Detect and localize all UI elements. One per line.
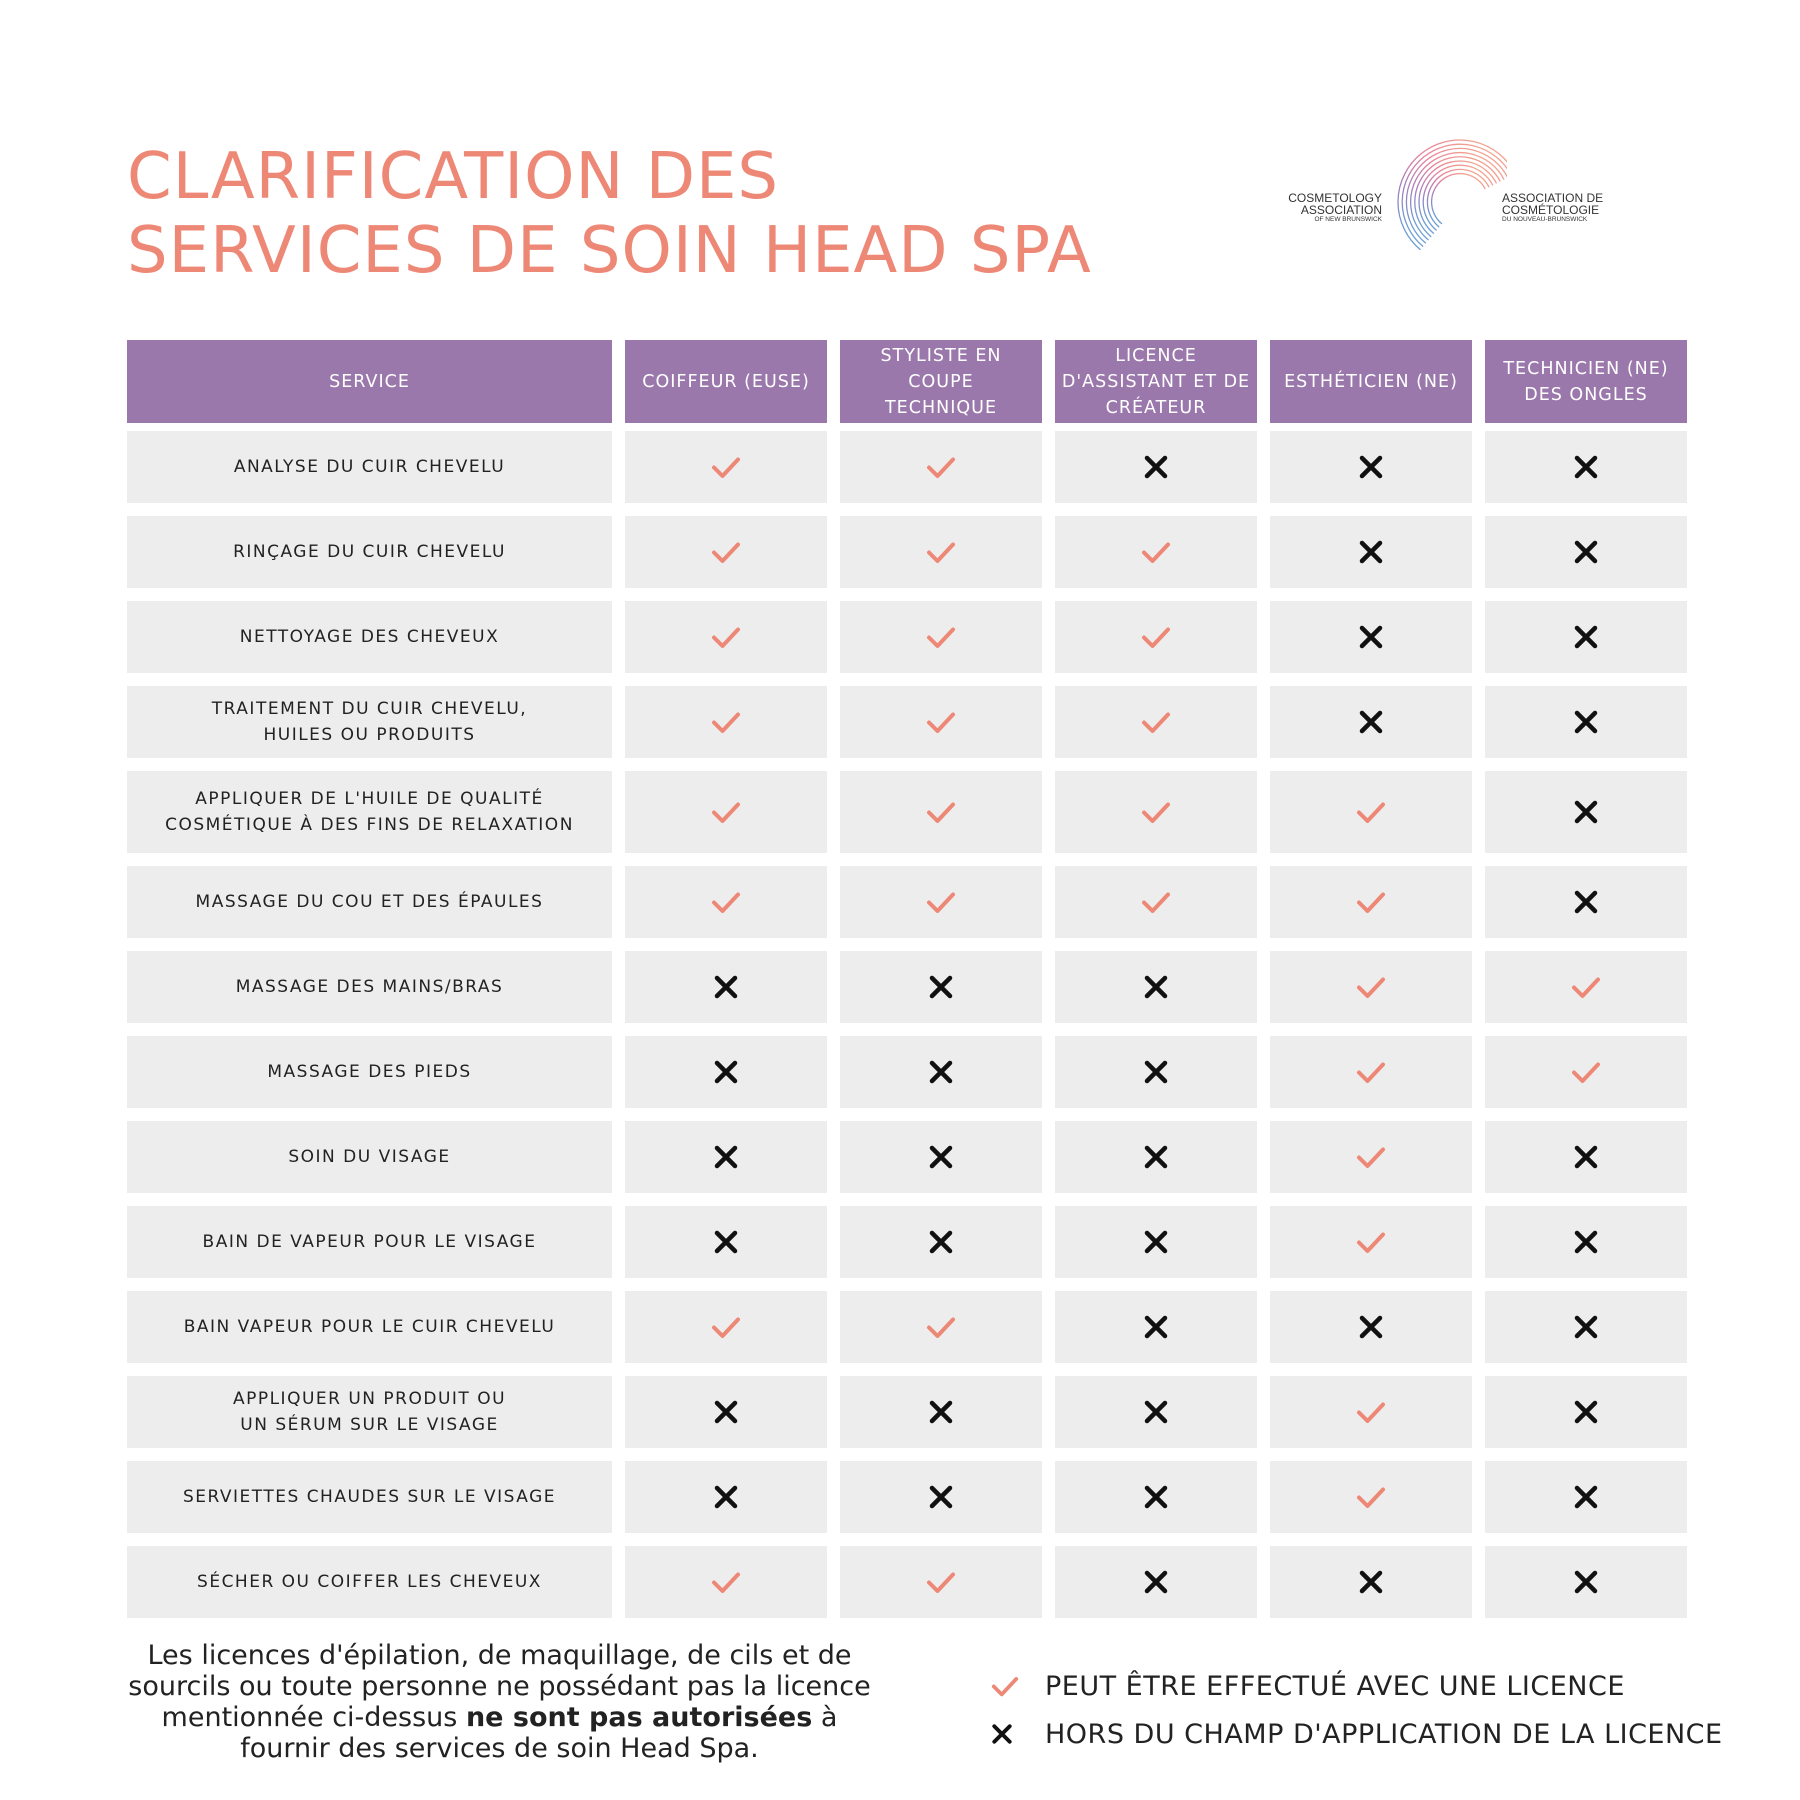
column-header-label: STYLISTE EN COUPE TECHNIQUE [880, 345, 1002, 418]
logo-arc [1419, 161, 1497, 234]
mark-cell-estheticien [1270, 1291, 1472, 1363]
logo-english-text [1270, 192, 1382, 224]
check-icon [1140, 621, 1172, 653]
service-label: ANALYSE DU CUIR CHEVELU [233, 457, 506, 477]
column-header-label: SERVICE [329, 371, 410, 392]
check-icon [710, 1311, 742, 1343]
check-icon [1355, 886, 1387, 918]
cross-icon [1142, 453, 1170, 481]
service-label: SÉCHER OU COIFFER LES CHEVEUX [197, 1572, 542, 1592]
cross-icon [990, 1722, 1045, 1746]
check-icon [710, 706, 742, 738]
mark-cell-technicien-ongles [1485, 866, 1687, 938]
mark-cell-technicien-ongles [1485, 601, 1687, 673]
mark-cell-styliste [840, 866, 1042, 938]
mark-cell-licence-assistant [1055, 1461, 1257, 1533]
note-text-bold: ne sont pas autorisées [465, 1702, 813, 1733]
service-label: NETTOYAGE DES CHEVEUX [239, 627, 500, 647]
mark-cell-technicien-ongles [1485, 1546, 1687, 1618]
check-icon [710, 796, 742, 828]
service-cell [127, 951, 612, 1023]
service-cell [127, 516, 612, 588]
cross-icon [1357, 453, 1385, 481]
mark-cell-coiffeur [625, 1036, 827, 1108]
note-text-before: Les licences d'épilation, de maquillage, de cils et de sourcils ou toute personne ne possédant pas la licence mentionnée ci-dessus [128, 1640, 871, 1733]
mark-cell-estheticien [1270, 1546, 1472, 1618]
mark-cell-coiffeur [625, 686, 827, 758]
cross-icon [1572, 1143, 1600, 1171]
check-icon [925, 621, 957, 653]
mark-cell-technicien-ongles [1485, 1206, 1687, 1278]
legend-cross-row [990, 1710, 1723, 1758]
mark-cell-estheticien [1270, 1036, 1472, 1108]
mark-cell-coiffeur [625, 1461, 827, 1533]
title-line-2: SERVICES DE SOIN HEAD SPA [127, 214, 1092, 288]
check-icon [710, 1566, 742, 1598]
service-cell [127, 771, 612, 853]
mark-cell-licence-assistant [1055, 866, 1257, 938]
mark-cell-technicien-ongles [1485, 1461, 1687, 1533]
mark-cell-coiffeur [625, 431, 827, 503]
service-cell [127, 1291, 612, 1363]
mark-cell-coiffeur [625, 1376, 827, 1448]
logo-french-text [1502, 192, 1612, 224]
mark-cell-licence-assistant [1055, 1376, 1257, 1448]
cross-icon [1572, 798, 1600, 826]
mark-cell-coiffeur [625, 1121, 827, 1193]
cross-icon [1142, 1398, 1170, 1426]
cross-icon [1142, 1058, 1170, 1086]
mark-cell-technicien-ongles [1485, 1376, 1687, 1448]
mark-cell-technicien-ongles [1485, 951, 1687, 1023]
column-header-estheticien [1270, 340, 1472, 423]
cross-icon [1357, 623, 1385, 651]
note-text-after: à fournir des services de soin Head Spa. [240, 1702, 838, 1764]
mark-cell-estheticien [1270, 1376, 1472, 1448]
logo-fr-line-1: ASSOCIATION DE [1502, 191, 1604, 205]
column-header-label: COIFFEUR (EUSE) [642, 371, 810, 392]
check-icon [1355, 1056, 1387, 1088]
service-label: APPLIQUER DE L'HUILE DE QUALITÉ COSMÉTIQUE À DES FINS DE RELAXATION [165, 789, 574, 835]
association-logo [1270, 130, 1610, 280]
check-icon [1140, 796, 1172, 828]
logo-arc [1406, 148, 1507, 243]
cross-icon [712, 1058, 740, 1086]
mark-cell-coiffeur [625, 866, 827, 938]
check-icon [925, 536, 957, 568]
cross-icon [712, 1143, 740, 1171]
mark-cell-technicien-ongles [1485, 771, 1687, 853]
mark-cell-licence-assistant [1055, 1291, 1257, 1363]
cross-icon [927, 1143, 955, 1171]
service-label: RINÇAGE DU CUIR CHEVELU [233, 542, 506, 562]
service-label: SERVIETTES CHAUDES SUR LE VISAGE [182, 1487, 557, 1507]
cross-icon [927, 1228, 955, 1256]
mark-cell-licence-assistant [1055, 1206, 1257, 1278]
title-line-1: CLARIFICATION DES [127, 140, 780, 214]
check-icon [1570, 1056, 1602, 1088]
mark-cell-technicien-ongles [1485, 1036, 1687, 1108]
cross-icon [927, 973, 955, 1001]
cross-icon [1572, 1313, 1600, 1341]
cross-icon [1572, 623, 1600, 651]
mark-cell-estheticien [1270, 431, 1472, 503]
mark-cell-styliste [840, 686, 1042, 758]
service-cell [127, 866, 612, 938]
mark-cell-styliste [840, 516, 1042, 588]
check-icon [925, 796, 957, 828]
service-label: SOIN DU VISAGE [288, 1147, 451, 1167]
mark-cell-coiffeur [625, 951, 827, 1023]
service-cell [127, 601, 612, 673]
mark-cell-styliste [840, 951, 1042, 1023]
cross-icon [1572, 453, 1600, 481]
mark-cell-estheticien [1270, 1206, 1472, 1278]
mark-cell-licence-assistant [1055, 431, 1257, 503]
check-icon [1355, 1396, 1387, 1428]
mark-cell-estheticien [1270, 866, 1472, 938]
cross-icon [712, 973, 740, 1001]
check-icon [1355, 1481, 1387, 1513]
service-cell [127, 1546, 612, 1618]
cross-icon [1572, 888, 1600, 916]
service-label: TRAITEMENT DU CUIR CHEVELU, HUILES OU PRODUITS [211, 699, 528, 745]
service-cell [127, 1376, 612, 1448]
check-icon [710, 621, 742, 653]
check-icon [1355, 796, 1387, 828]
logo-en-line-3: OF NEW BRUNSWICK [1314, 216, 1382, 223]
check-icon [1140, 886, 1172, 918]
mark-cell-licence-assistant [1055, 601, 1257, 673]
mark-cell-styliste [840, 1376, 1042, 1448]
mark-cell-coiffeur [625, 1546, 827, 1618]
service-cell [127, 431, 612, 503]
mark-cell-licence-assistant [1055, 1036, 1257, 1108]
logo-arcs-icon [1382, 130, 1507, 275]
service-label: BAIN DE VAPEUR POUR LE VISAGE [202, 1232, 537, 1252]
legend-check-label: PEUT ÊTRE EFFECTUÉ AVEC UNE LICENCE [1045, 1670, 1625, 1702]
logo-en-line-2: ASSOCIATION [1300, 203, 1382, 217]
column-header-styliste [840, 340, 1042, 423]
column-header-label: ESTHÉTICIEN (NE) [1284, 371, 1458, 392]
page-title [127, 140, 1092, 288]
mark-cell-technicien-ongles [1485, 516, 1687, 588]
cross-icon [1572, 1398, 1600, 1426]
logo-arc [1402, 144, 1507, 246]
service-cell [127, 686, 612, 758]
cross-icon [1357, 1568, 1385, 1596]
logo-en-line-1: COSMETOLOGY [1288, 191, 1382, 205]
cross-icon [1572, 708, 1600, 736]
mark-cell-styliste [840, 1461, 1042, 1533]
legend-cross-label: HORS DU CHAMP D'APPLICATION DE LA LICENCE [1045, 1718, 1723, 1750]
mark-cell-coiffeur [625, 601, 827, 673]
mark-cell-styliste [840, 431, 1042, 503]
cross-icon [1142, 1143, 1170, 1171]
column-header-coiffeur [625, 340, 827, 423]
mark-cell-licence-assistant [1055, 771, 1257, 853]
service-cell [127, 1121, 612, 1193]
service-label: BAIN VAPEUR POUR LE CUIR CHEVELU [183, 1317, 556, 1337]
check-icon [1355, 971, 1387, 1003]
column-header-technicien-ongles [1485, 340, 1687, 423]
cross-icon [1357, 708, 1385, 736]
check-icon [990, 1671, 1045, 1701]
mark-cell-technicien-ongles [1485, 686, 1687, 758]
mark-cell-estheticien [1270, 601, 1472, 673]
cross-icon [1142, 973, 1170, 1001]
check-icon [925, 706, 957, 738]
mark-cell-estheticien [1270, 516, 1472, 588]
mark-cell-licence-assistant [1055, 516, 1257, 588]
cross-icon [927, 1058, 955, 1086]
check-icon [710, 886, 742, 918]
service-cell [127, 1206, 612, 1278]
column-header-label: TECHNICIEN (NE) DES ONGLES [1503, 358, 1669, 405]
column-header-service [127, 340, 612, 423]
service-label: MASSAGE DES PIEDS [267, 1062, 472, 1082]
cross-icon [712, 1228, 740, 1256]
mark-cell-licence-assistant [1055, 686, 1257, 758]
mark-cell-licence-assistant [1055, 1121, 1257, 1193]
mark-cell-licence-assistant [1055, 1546, 1257, 1618]
column-header-label: LICENCE D'ASSISTANT ET DE CRÉATEUR [1061, 345, 1251, 418]
mark-cell-estheticien [1270, 686, 1472, 758]
service-label: APPLIQUER UN PRODUIT OU UN SÉRUM SUR LE VISAGE [232, 1389, 507, 1435]
mark-cell-technicien-ongles [1485, 431, 1687, 503]
mark-cell-estheticien [1270, 1121, 1472, 1193]
cross-icon [927, 1483, 955, 1511]
check-icon [1355, 1141, 1387, 1173]
cross-icon [712, 1483, 740, 1511]
check-icon [925, 1566, 957, 1598]
service-label: MASSAGE DES MAINS/BRAS [235, 977, 504, 997]
mark-cell-coiffeur [625, 1291, 827, 1363]
check-icon [1355, 1226, 1387, 1258]
mark-cell-technicien-ongles [1485, 1291, 1687, 1363]
cross-icon [927, 1398, 955, 1426]
cross-icon [1142, 1568, 1170, 1596]
mark-cell-styliste [840, 1291, 1042, 1363]
check-icon [1140, 706, 1172, 738]
mark-cell-coiffeur [625, 771, 827, 853]
cross-icon [712, 1398, 740, 1426]
service-cell [127, 1461, 612, 1533]
service-label: MASSAGE DU COU ET DES ÉPAULES [195, 892, 544, 912]
cross-icon [1142, 1313, 1170, 1341]
column-header-licence-assistant [1055, 340, 1257, 423]
check-icon [925, 451, 957, 483]
cross-icon [1572, 1483, 1600, 1511]
check-icon [1570, 971, 1602, 1003]
cross-icon [1357, 1313, 1385, 1341]
mark-cell-estheticien [1270, 951, 1472, 1023]
mark-cell-estheticien [1270, 771, 1472, 853]
mark-cell-styliste [840, 771, 1042, 853]
cross-icon [1572, 1568, 1600, 1596]
mark-cell-styliste [840, 601, 1042, 673]
check-icon [1140, 536, 1172, 568]
mark-cell-technicien-ongles [1485, 1121, 1687, 1193]
check-icon [710, 536, 742, 568]
logo-arc [1432, 174, 1486, 224]
logo-fr-line-2: COSMÉTOLOGIE [1502, 203, 1600, 217]
mark-cell-coiffeur [625, 1206, 827, 1278]
mark-cell-estheticien [1270, 1461, 1472, 1533]
check-icon [710, 451, 742, 483]
check-icon [925, 886, 957, 918]
cross-icon [1142, 1483, 1170, 1511]
check-icon [925, 1311, 957, 1343]
mark-cell-licence-assistant [1055, 951, 1257, 1023]
mark-cell-styliste [840, 1546, 1042, 1618]
mark-cell-styliste [840, 1206, 1042, 1278]
cross-icon [1142, 1228, 1170, 1256]
legend-check-row [990, 1662, 1723, 1710]
services-table [127, 340, 1687, 1631]
cross-icon [1357, 538, 1385, 566]
legend [990, 1662, 1723, 1758]
mark-cell-styliste [840, 1036, 1042, 1108]
service-cell [127, 1036, 612, 1108]
cross-icon [1572, 1228, 1600, 1256]
cross-icon [1572, 538, 1600, 566]
mark-cell-coiffeur [625, 516, 827, 588]
logo-fr-line-3: DU NOUVEAU-BRUNSWICK [1502, 216, 1588, 223]
mark-cell-styliste [840, 1121, 1042, 1193]
license-note [127, 1640, 872, 1764]
logo-arc [1398, 140, 1507, 250]
